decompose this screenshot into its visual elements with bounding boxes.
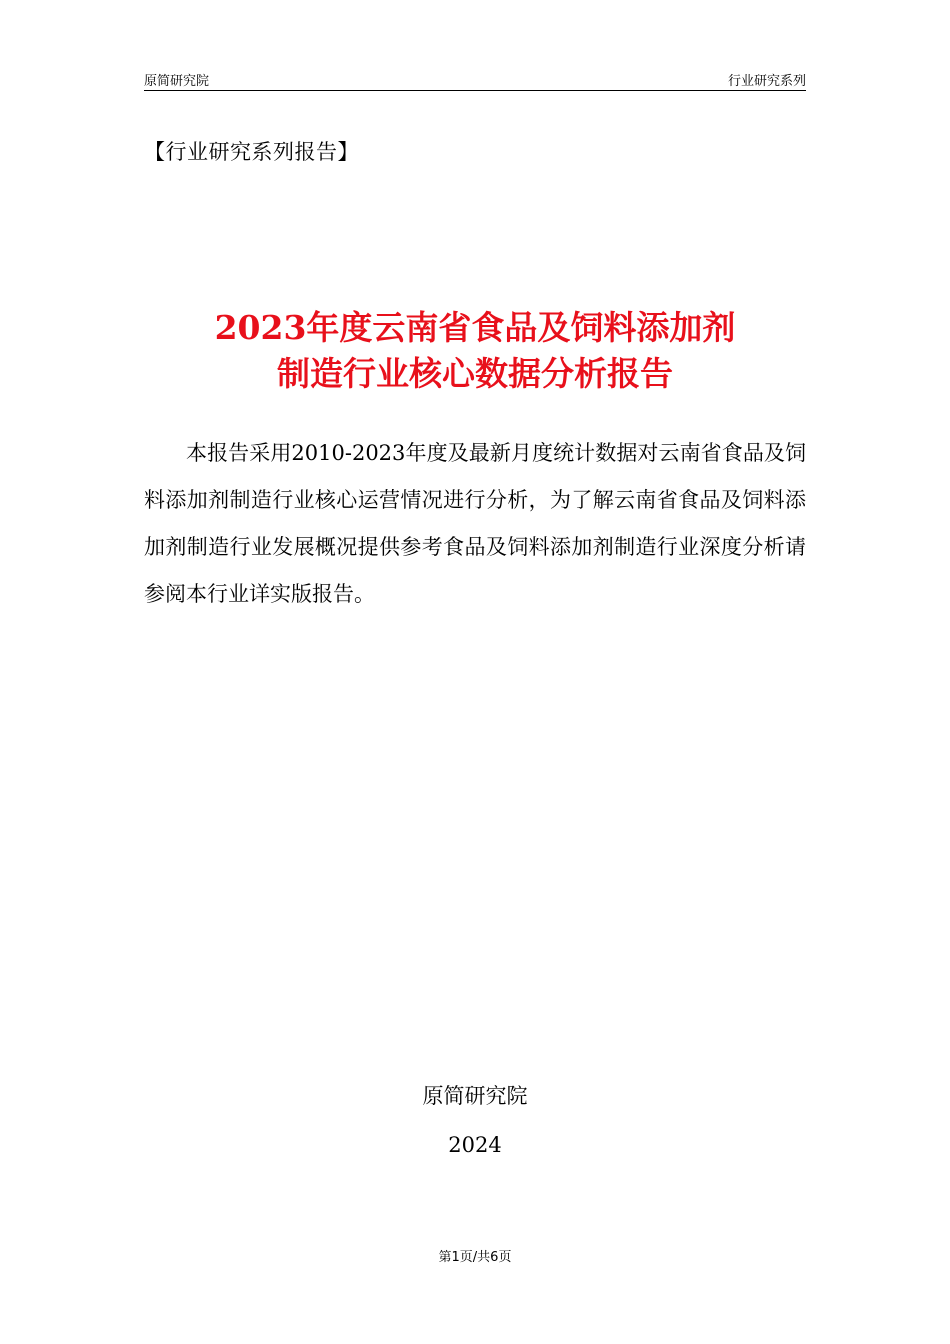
title-line-1: 2023年度云南省食品及饲料添加剂 [214, 308, 736, 347]
publication-year: 2024 [448, 1133, 502, 1157]
header-series: 行业研究系列 [727, 74, 806, 89]
publisher-name: 原简研究院 [422, 1084, 528, 1108]
header-publisher: 原简研究院 [144, 74, 210, 89]
title-line-2: 制造行业核心数据分析报告 [277, 354, 673, 393]
series-tag: 【行业研究系列报告】 [144, 140, 359, 164]
page-header [144, 68, 806, 91]
document-title [144, 305, 806, 397]
abstract-paragraph: 本报告采用2010-2023年度及最新月度统计数据对云南省食品及饲料添加剂制造行业核心运营情况进行分析，为了解云南省食品及饲料添加剂制造行业发展概况提供参考食品及饲料添加剂制造行业深度分析请参阅本行业详实版报告。 [144, 441, 806, 606]
page-number: 第1页/共6页 [438, 1250, 512, 1265]
